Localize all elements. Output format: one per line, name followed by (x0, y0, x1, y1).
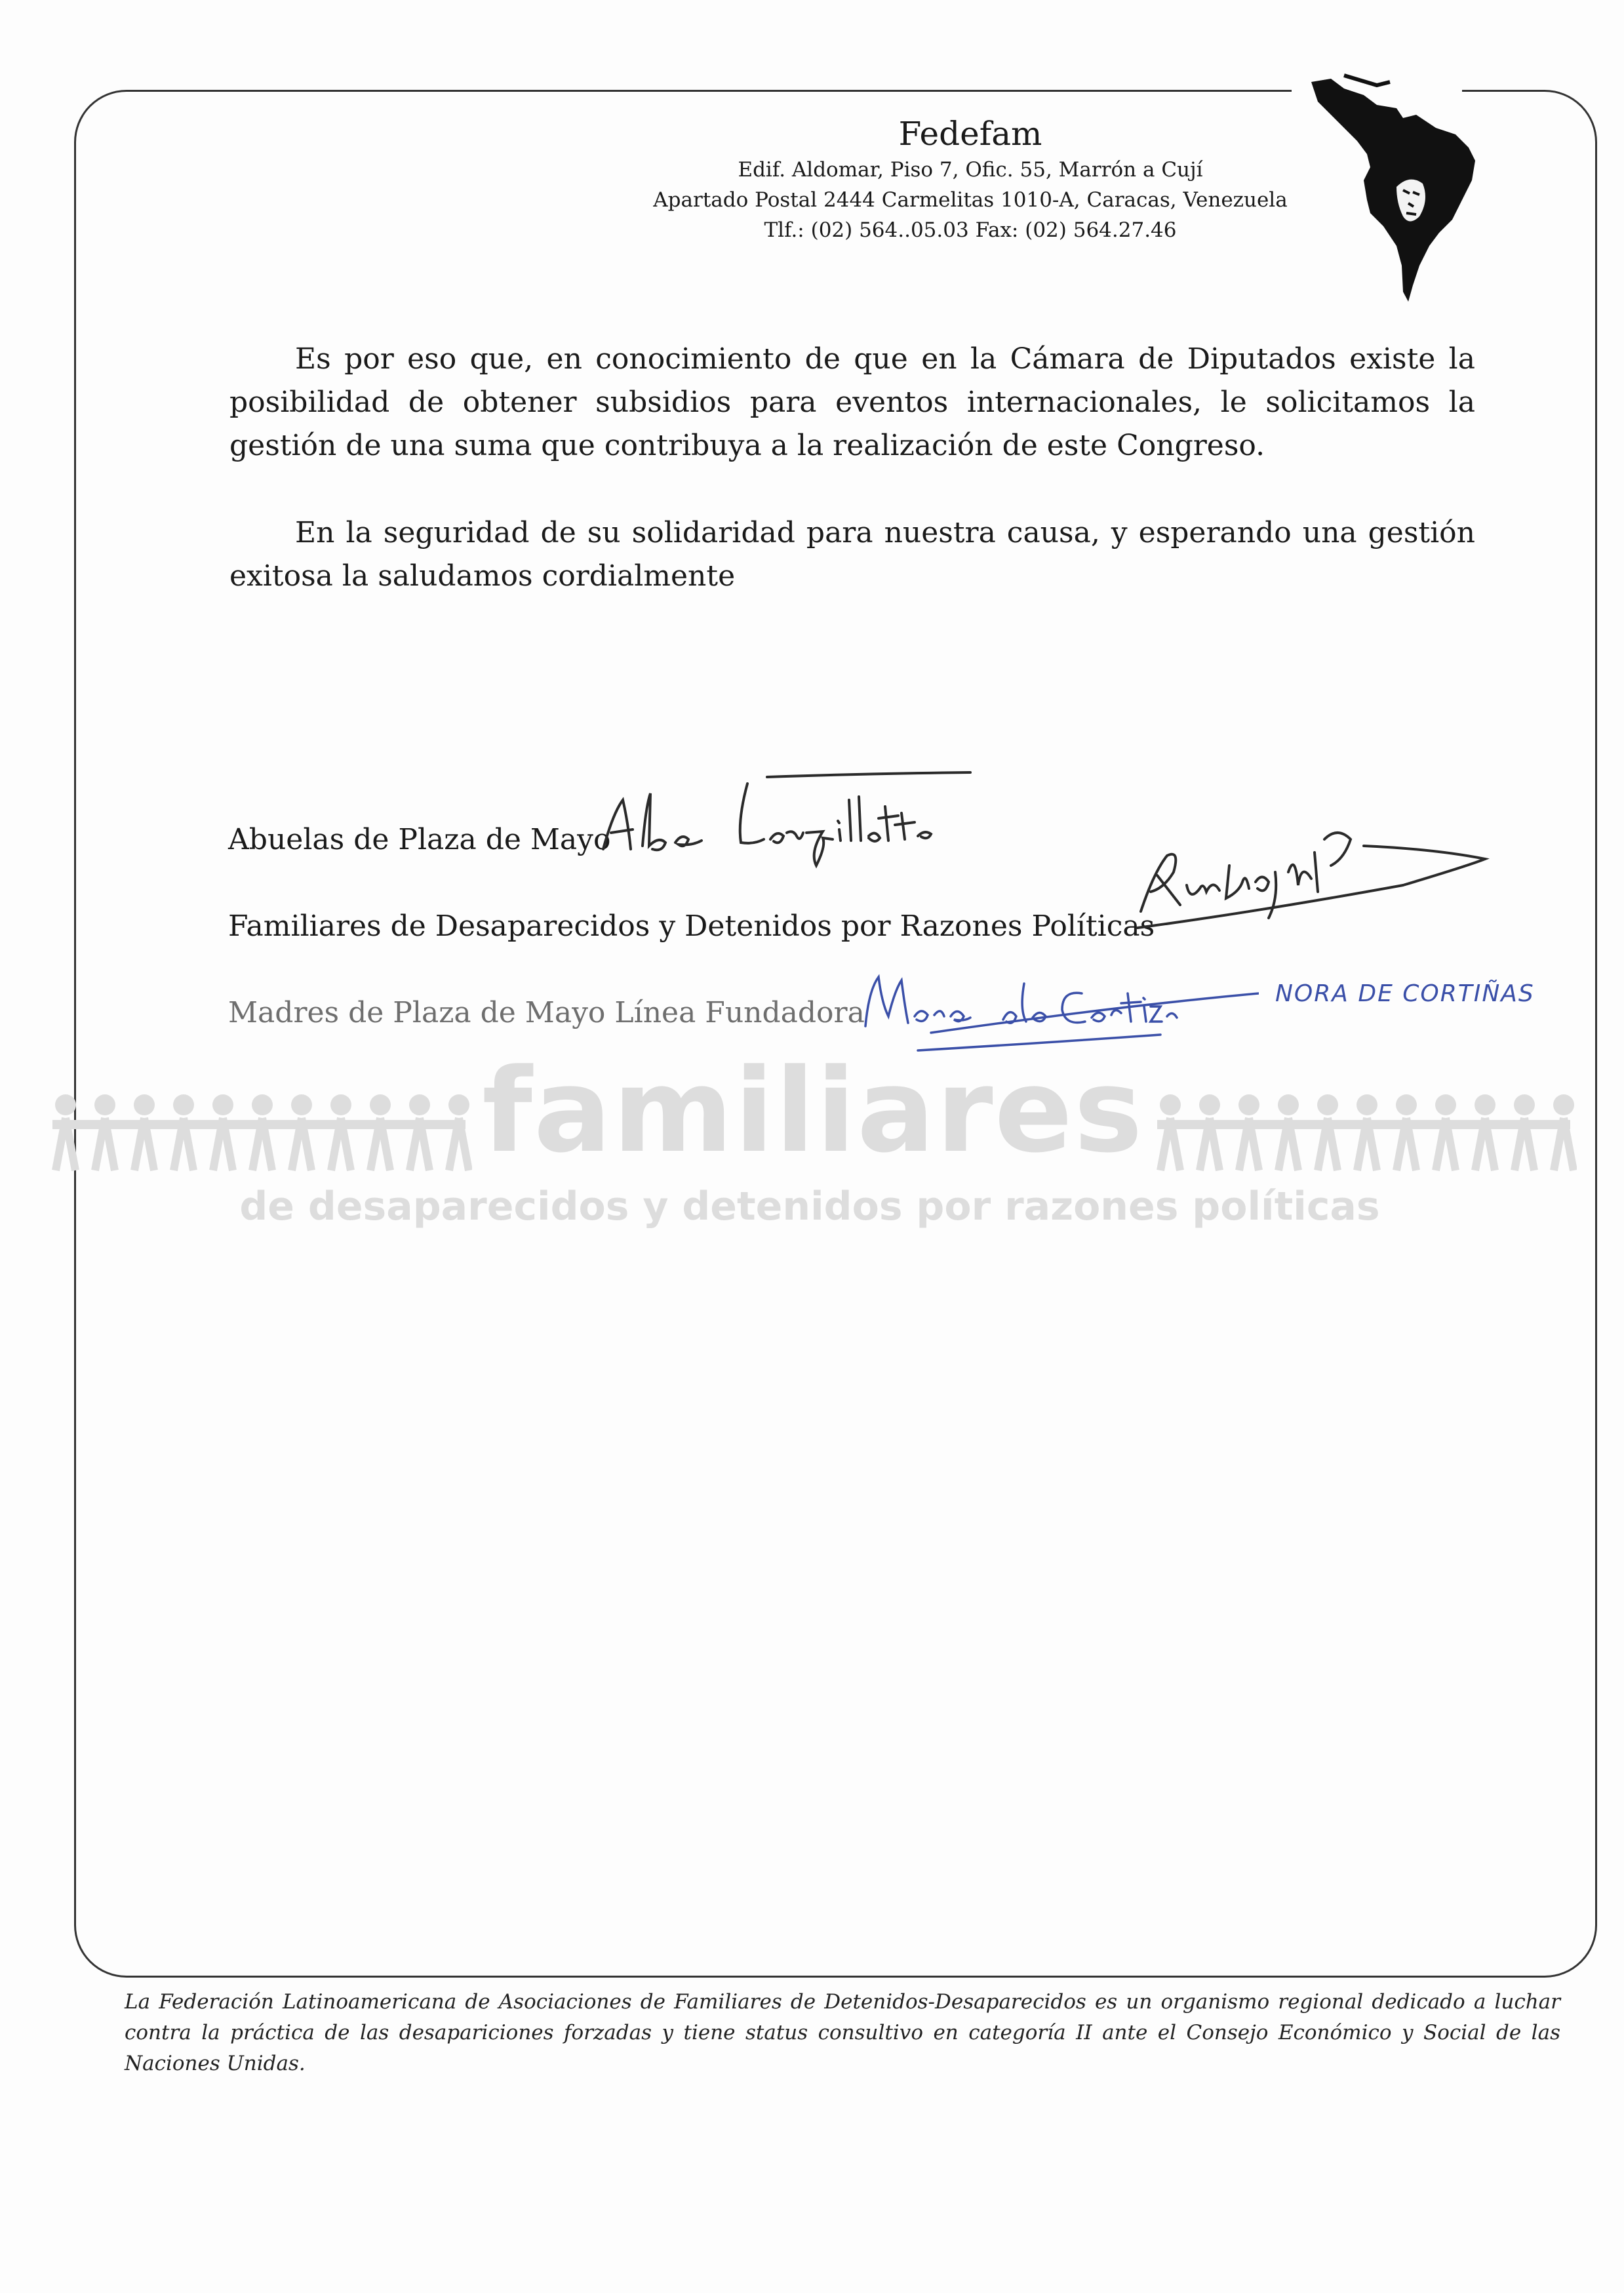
phone-fax-line: Tlf.: (02) 564..05.03 Fax: (02) 564.27.46 (764, 218, 1177, 242)
organization-name: Fedefam (898, 115, 1042, 153)
letterhead (643, 113, 1298, 245)
signatory-madres: Madres de Plaza de Mayo Línea Fundadora (228, 996, 865, 1029)
footer-note: La Federación Latinoamericana de Asociaciones de Familiares de Detenidos-Desaparecidos es un organismo regional dedicado a luchar contra la práctica de las desapariciones forzadas y tiene status consultivo en categoría II ante el Consejo Económico y Social de las Naciones Unidas. (125, 1990, 1560, 2075)
body-paragraph-2-text: En la seguridad de su solidaridad para nuestra causa, y esperando una gestión exitosa la saludamos cordialmente (229, 516, 1475, 593)
people-chain-right-icon (1151, 1082, 1577, 1180)
watermark-subtitle: de desaparecidos y detenidos por razones políticas (239, 1184, 1380, 1229)
signatory-abuelas: Abuelas de Plaza de Mayo (228, 823, 611, 856)
latin-america-map-logo-icon (1305, 69, 1501, 305)
people-chain-left-icon (46, 1082, 472, 1180)
signatory-familiares: Familiares de Desaparecidos y Detenidos por Razones Políticas (228, 909, 1155, 943)
body-paragraph-1-text: Es por eso que, en conocimiento de que en la Cámara de Diputados existe la posibilidad de obtener subsidios para eventos internacionales, le solicitamos la gestión de una suma que contribuya a la realización de este Congreso. (229, 342, 1475, 462)
watermark-word: familiares (482, 1044, 1144, 1178)
address-line-2: Apartado Postal 2444 Carmelitas 1010-A, Caracas, Venezuela (653, 188, 1288, 212)
signature-familiares (1128, 813, 1495, 931)
printed-name-nora-de-cortinas: NORA DE CORTIÑAS (1275, 980, 1535, 1007)
address-line-1: Edif. Aldomar, Piso 7, Ofic. 55, Marrón a Cují (738, 158, 1203, 182)
body-paragraph-1 (229, 338, 1475, 468)
signature-nora-de-cortinas (852, 944, 1259, 1056)
body-paragraph-2 (229, 511, 1475, 598)
signature-alba-lanzillotto (597, 767, 977, 872)
